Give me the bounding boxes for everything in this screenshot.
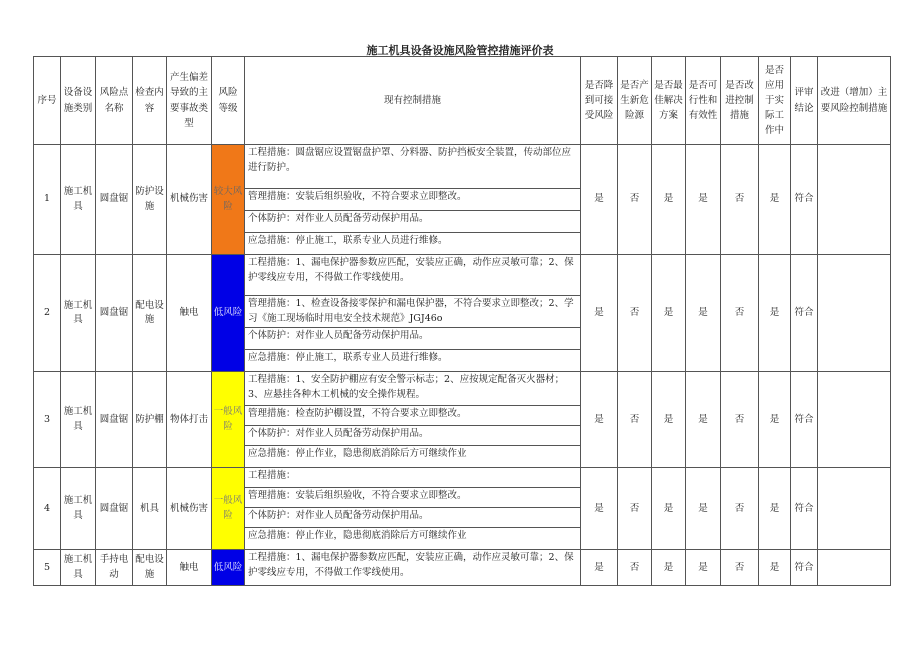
table-row [34, 372, 891, 406]
measure-engineering: 工程措施： [245, 468, 581, 488]
risk-level-badge: 一般风险 [212, 468, 245, 550]
cell-q6: 是 [759, 145, 791, 255]
cell-improve [818, 255, 891, 372]
header-measures: 现有控制措施 [245, 57, 581, 145]
cell-q3: 是 [652, 468, 686, 550]
table-row [34, 145, 891, 189]
measure-management: 管理措施：检查防护棚设置，不符合要求立即整改。 [245, 406, 581, 426]
cell-q2: 否 [618, 145, 652, 255]
measure-engineering: 工程措施：1、安全防护棚应有安全警示标志；2、应按规定配备灭火器材；3、应悬挂各种木工机械的安全操作规程。 [245, 372, 581, 406]
measure-management: 管理措施：安装后组织验收，不符合要求立即整改。 [245, 488, 581, 508]
cell-q1: 是 [581, 468, 618, 550]
cell-q5: 否 [721, 550, 759, 586]
header-q3: 是否最佳解决方案 [652, 57, 686, 145]
cell-inspection: 防护设施 [133, 145, 167, 255]
cell-q4: 是 [686, 255, 721, 372]
cell-q6: 是 [759, 468, 791, 550]
table-row [34, 550, 891, 586]
cell-q2: 否 [618, 255, 652, 372]
cell-improve [818, 145, 891, 255]
cell-seq: 4 [34, 468, 61, 550]
cell-q3: 是 [652, 145, 686, 255]
header-q5: 是否改进控制措施 [721, 57, 759, 145]
cell-inspection: 防护棚 [133, 372, 167, 468]
cell-improve [818, 372, 891, 468]
measure-management: 管理措施：1、检查设备接零保护和漏电保护器，不符合要求立即整改；2、学习《施工现场临时用电安全技术规范》JGJ46o [245, 296, 581, 328]
cell-risk-point: 手持电动 [96, 550, 133, 586]
measure-emergency: 应急措施：停止作业，隐患彻底消除后方可继续作业 [245, 528, 581, 550]
cell-q1: 是 [581, 145, 618, 255]
cell-category: 施工机具 [61, 468, 96, 550]
header-q4: 是否可行性和有效性 [686, 57, 721, 145]
measure-engineering: 工程措施：1、漏电保护器参数应匹配，安装应正确，动作应灵敏可靠；2、保护零线应专用，不得做工作零线使用。 [245, 550, 581, 586]
cell-q6: 是 [759, 255, 791, 372]
header-q2: 是否产生新危险源 [618, 57, 652, 145]
measure-ppe: 个体防护：对作业人员配备劳动保护用品。 [245, 508, 581, 528]
cell-q3: 是 [652, 550, 686, 586]
table-row [34, 255, 891, 296]
cell-q3: 是 [652, 372, 686, 468]
measure-emergency: 应急措施：停止施工，联系专业人员进行维修。 [245, 350, 581, 372]
header-q6: 是否应用于实际工作中 [759, 57, 791, 145]
cell-accident: 机械伤害 [167, 145, 212, 255]
cell-improve [818, 468, 891, 550]
header-risk-point: 风险点名称 [96, 57, 133, 145]
measure-management: 管理措施：安装后组织验收，不符合要求立即整改。 [245, 189, 581, 211]
cell-q2: 否 [618, 550, 652, 586]
cell-q5: 否 [721, 372, 759, 468]
header-level: 风险等级 [212, 57, 245, 145]
cell-category: 施工机具 [61, 550, 96, 586]
cell-q2: 否 [618, 372, 652, 468]
cell-q4: 是 [686, 145, 721, 255]
measure-engineering: 工程措施：圆盘锯应设置锯盘护罩、分料器、防护挡板安全装置，传动部位应进行防护。 [245, 145, 581, 189]
cell-result: 符合 [791, 550, 818, 586]
risk-control-table [33, 56, 891, 586]
cell-category: 施工机具 [61, 145, 96, 255]
risk-level-badge: 低风险 [212, 550, 245, 586]
risk-level-badge: 一般风险 [212, 372, 245, 468]
cell-improve [818, 550, 891, 586]
cell-q1: 是 [581, 550, 618, 586]
cell-seq: 1 [34, 145, 61, 255]
page-title: 施工机具设备设施风险管控措施评价表 [366, 44, 554, 57]
cell-q5: 否 [721, 145, 759, 255]
cell-category: 施工机具 [61, 255, 96, 372]
cell-accident: 触电 [167, 255, 212, 372]
cell-q5: 否 [721, 255, 759, 372]
header-accident: 产生偏差导致的主要事故类型 [167, 57, 212, 145]
measure-emergency: 应急措施：停止施工，联系专业人员进行维修。 [245, 233, 581, 255]
cell-q2: 否 [618, 468, 652, 550]
cell-q6: 是 [759, 372, 791, 468]
cell-result: 符合 [791, 145, 818, 255]
header-q1: 是否降到可接受风险 [581, 57, 618, 145]
cell-seq: 3 [34, 372, 61, 468]
cell-seq: 5 [34, 550, 61, 586]
cell-accident: 物体打击 [167, 372, 212, 468]
risk-level-badge: 低风险 [212, 255, 245, 372]
table-row [34, 468, 891, 488]
cell-q5: 否 [721, 468, 759, 550]
header-improve: 改进（增加）主要风险控制措施 [818, 57, 891, 145]
cell-q4: 是 [686, 468, 721, 550]
measure-ppe: 个体防护：对作业人员配备劳动保护用品。 [245, 328, 581, 350]
header-result: 评审结论 [791, 57, 818, 145]
header-category: 设备设施类别 [61, 57, 96, 145]
cell-inspection: 配电设施 [133, 550, 167, 586]
header-seq: 序号 [34, 57, 61, 145]
cell-risk-point: 圆盘锯 [96, 468, 133, 550]
measure-ppe: 个体防护：对作业人员配备劳动保护用品。 [245, 426, 581, 446]
cell-category: 施工机具 [61, 372, 96, 468]
cell-risk-point: 圆盘锯 [96, 372, 133, 468]
cell-inspection: 配电设施 [133, 255, 167, 372]
cell-risk-point: 圆盘锯 [96, 145, 133, 255]
cell-result: 符合 [791, 372, 818, 468]
cell-q4: 是 [686, 550, 721, 586]
cell-q3: 是 [652, 255, 686, 372]
measure-emergency: 应急措施：停止作业，隐患彻底消除后方可继续作业 [245, 446, 581, 468]
header-inspection: 检查内容 [133, 57, 167, 145]
cell-accident: 机械伤害 [167, 468, 212, 550]
cell-accident: 触电 [167, 550, 212, 586]
cell-q1: 是 [581, 372, 618, 468]
cell-seq: 2 [34, 255, 61, 372]
cell-q4: 是 [686, 372, 721, 468]
cell-result: 符合 [791, 468, 818, 550]
cell-result: 符合 [791, 255, 818, 372]
measure-engineering: 工程措施：1、漏电保护器参数应匹配，安装应正确，动作应灵敏可靠；2、保护零线应专用，不得做工作零线使用。 [245, 255, 581, 296]
cell-q6: 是 [759, 550, 791, 586]
cell-inspection: 机具 [133, 468, 167, 550]
measure-ppe: 个体防护：对作业人员配备劳动保护用品。 [245, 211, 581, 233]
cell-q1: 是 [581, 255, 618, 372]
cell-risk-point: 圆盘锯 [96, 255, 133, 372]
risk-level-badge: 较大风险 [212, 145, 245, 255]
header-row [34, 57, 891, 145]
